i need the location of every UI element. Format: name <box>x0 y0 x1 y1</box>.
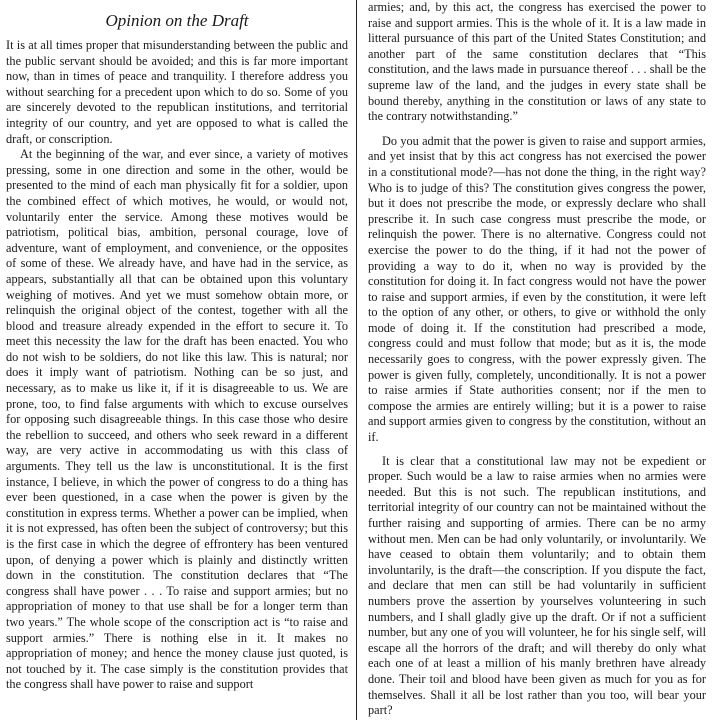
paragraph: It is at all times proper that misunderstanding between the public and the public servant should be avoided; and this is far more important now, than in times of peace and tranquility. I therefore address you without searching for a precedent upon which to do so. Some of you are sincerely devoted to the republican institutions, and territorial integrity of our country, and yet are opposed to what is called the draft, or conscription. <box>6 38 348 146</box>
left-column <box>6 0 348 720</box>
paragraph: It is clear that a constitutional law may not be expedient or proper. Such would be a law to raise armies when no armies were needed. But this is not such. The republican institutions, and territorial integrity of our country can not be maintained without the further raising and supporting of armies. There can be no army without men. Men can be had only voluntarily, or involuntarily. We have ceased to obtain them voluntarily; and to obtain them involuntarily, is the draft—the conscription. If you dispute the fact, and declare that men can still be had voluntarily in sufficient numbers prove the assertion by yourselves volunteering in such numbers, and I shall gladly give up the draft. Or if not a sufficient number, but any one of you will volunteer, he for his single self, will escape all the horrors of the draft; and will thereby do only what each one of at least a million of his manly brethren have already done. Their toil and blood have been given as much for you as for themselves. Shall it all be lost rather than you too, will bear your part? <box>368 453 706 718</box>
paragraph: armies; and, by this act, the congress has exercised the power to raise and support armies. This is the whole of it. It is a law made in litteral pursuance of this part of the United States Constitution; and another part of the same constitution declares that “This constitution, and the laws made in pursuance thereof . . . shall be the supreme law of the land, and the judges in every state shall be bound thereby, anything in the constitution or laws of any state to the contrary notwithstanding.” <box>368 0 706 124</box>
paragraph: At the beginning of the war, and ever since, a variety of motives pressing, some in one direction and some in the other, would be presented to the mind of each man physically fit for a soldier, upon the combined effect of which motives, he would, or would not, voluntarily enter the service. Among these motives would be patriotism, political bias, ambition, personal courage, love of adventure, want of employment, and convenience, or the opposites of some of these. We already have, and have had in the service, as appears, substantially all that can be obtained upon this voluntary weighing of motives. And yet we must somehow obtain more, or relinquish the original object of the contest, together with all the blood and treasure already expended in the effort to secure it. To meet this necessity the law for the draft has been enacted. You who do not wish to be soldiers, do not like this law. This is natural; nor does it imply want of patriotism. Nothing can be so just, and necessary, as to make us like it, if it is disagreeable to us. We are prone, too, to find false arguments with which to excuse ourselves for opposing such disagreeable things. In this case those who desire the rebellion to succeed, and others who seek reward in a different way, are very active in accommodating us with this class of arguments. They tell us the law is unconstitutional. It is the first instance, I believe, in which the power of congress to do a thing has ever been questioned, in a case when the power is given by the constitution in express terms. Whether a power can be implied, when it is not expressed, has often been the subject of controversy; but this is the first case in which the degree of effrontery has been ventured upon, of denying a power which is plainly and distinctly written down in the constitution. The constitution declares that “The congress shall have power . . . To raise and support armies; but no appropriation of money to that use shall be for a longer term than two years.” The whole scope of the conscription act is “to raise and support armies.” There is nothing else in it. It makes no appropriation of money; and hence the money clause just quoted, is not touched by it. The case simply is the constitution provides that the congress shall have power to raise and support <box>6 147 348 692</box>
paragraph: Do you admit that the power is given to raise and support armies, and yet insist that by this act congress has not exercised the power in a constitutional mode?—has not done the thing, in the right way? Who is to judge of this? The constitution gives congress the power, but it does not prescribe the mode, or expressly declare who shall prescribe it. In such case congress must prescribe the mode, or relinquish the power. There is no alternative. Congress could not exercise the power to do the thing, if it had not the power of providing a way to do it, when no way is provided by the constitution for doing it. In fact congress would not have the power to raise and support armies, if even by the constitution, it were left to the option of any other, or others, to give or withhold the only mode of doing it. If the constitution had prescribed a mode, congress could and must follow that mode; but as it is, the mode necessarily goes to congress, with the power expressly given. The power is given fully, completely, unconditionally. It is not a power to raise armies if State authorities consent; nor if the men to compose the armies are entirely willing; but it is a power to raise and support armies given to congress by the constitution, without an if. <box>368 133 706 445</box>
right-column <box>368 0 706 720</box>
column-divider <box>356 0 357 720</box>
document-title: Opinion on the Draft <box>105 11 249 30</box>
